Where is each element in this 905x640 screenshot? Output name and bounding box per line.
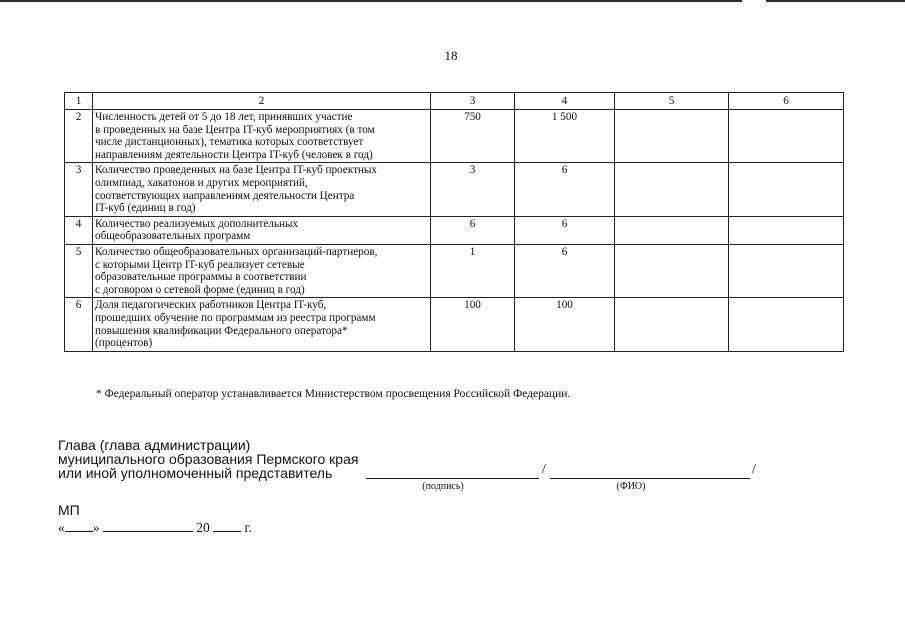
month-blank	[103, 519, 193, 532]
description-line: (процентов)	[95, 337, 153, 350]
year-prefix: 20	[196, 520, 210, 535]
separator-slash: /	[752, 462, 756, 477]
row-number: 3	[65, 163, 93, 216]
header-cell-4: 4	[515, 93, 615, 110]
date-line	[58, 519, 252, 536]
table-header-row	[65, 93, 844, 110]
value-col3: 1	[431, 244, 515, 297]
signature-line	[366, 478, 539, 479]
header-cell-5: 5	[615, 93, 729, 110]
table-row	[65, 298, 844, 351]
signatory-title	[58, 438, 358, 480]
description-line: числе дистанционных), тематика которых соответствует	[95, 136, 364, 149]
description-line: соответствующих направлениям деятельности Центра	[95, 189, 355, 202]
value-col3: 3	[431, 163, 515, 216]
description-line: прошедших обучение по программам из реестра программ	[95, 311, 376, 324]
description-line: направлениям деятельности Центра IT-куб (человек в год)	[95, 148, 373, 161]
signatory-title-line: Глава (глава администрации)	[58, 437, 251, 453]
table-row	[65, 163, 844, 216]
page-number: 18	[444, 48, 458, 63]
description-line: общеобразовательных программ	[95, 230, 251, 243]
indicators-table	[64, 92, 844, 352]
indicator-description	[93, 298, 431, 351]
description-line: Численность детей от 5 до 18 лет, принявших участие	[95, 111, 353, 123]
year-blank	[213, 519, 241, 532]
value-col4: 6	[515, 244, 615, 297]
value-col5	[615, 244, 729, 297]
header-cell-2: 2	[93, 93, 431, 110]
value-col6	[729, 298, 844, 351]
date-close-quote: »	[92, 520, 100, 535]
description-line: Количество проведенных на базе Центра IT-куб проектных	[95, 164, 378, 177]
value-col6	[729, 163, 844, 216]
scan-top-edge	[0, 0, 905, 2]
indicator-description	[93, 216, 431, 244]
separator-slash: /	[542, 462, 546, 477]
header-cell-3: 3	[431, 93, 515, 110]
description-line: олимпиад, хакатонов и других мероприятий,	[95, 176, 308, 189]
table-row	[65, 244, 844, 297]
description-line: Количество реализуемых дополнительных	[95, 217, 299, 230]
year-suffix: г.	[244, 520, 252, 535]
table-row	[65, 216, 844, 244]
description-line: образовательные программы в соответствии	[95, 271, 307, 284]
value-col5	[615, 163, 729, 216]
value-col4: 1 500	[515, 110, 615, 163]
indicator-description	[93, 244, 431, 297]
indicator-description	[93, 163, 431, 216]
description-line: с которыми Центр IT-куб реализует сетевые	[95, 258, 305, 271]
value-col3: 6	[431, 216, 515, 244]
value-col6	[729, 216, 844, 244]
signatory-title-line: или иной уполномоченный представитель	[58, 465, 333, 481]
value-col5	[615, 298, 729, 351]
value-col4: 6	[515, 163, 615, 216]
description-line: Количество общеобразовательных организаций-партнеров,	[95, 245, 378, 258]
value-col3: 100	[431, 298, 515, 351]
indicator-description	[93, 110, 431, 163]
row-number: 5	[65, 244, 93, 297]
day-blank	[65, 519, 93, 532]
row-number: 4	[65, 216, 93, 244]
header-cell-6: 6	[729, 93, 844, 110]
value-col4: 6	[515, 216, 615, 244]
row-number: 2	[65, 110, 93, 163]
value-col6	[729, 110, 844, 163]
value-col3: 750	[431, 110, 515, 163]
description-line: с договором о сетевой форме (единиц в год)	[95, 283, 305, 296]
full-name-caption: (ФИО)	[616, 481, 646, 492]
table-row	[65, 110, 844, 163]
date-open-quote: «	[58, 520, 65, 535]
value-col4: 100	[515, 298, 615, 351]
description-line: в проведенных на базе Центра IT-куб мероприятиях (в том	[95, 123, 375, 136]
value-col5	[615, 216, 729, 244]
value-col6	[729, 244, 844, 297]
footnote: * Федеральный оператор устанавливается Министерством просвещения Российской Федерации.	[96, 388, 571, 400]
description-line: повышения квалификации Федерального оператора*	[95, 324, 348, 337]
stamp-place-label: МП	[58, 502, 80, 518]
header-cell-1: 1	[65, 93, 93, 110]
signature-caption: (подпись)	[422, 481, 464, 492]
row-number: 6	[65, 298, 93, 351]
description-line: Доля педагогических работников Центра IT-куб,	[95, 299, 327, 312]
description-line: IT-куб (единиц в год)	[95, 202, 196, 215]
value-col5	[615, 110, 729, 163]
full-name-line	[550, 478, 750, 479]
signatory-title-line: муниципального образования Пермского края	[58, 451, 359, 467]
